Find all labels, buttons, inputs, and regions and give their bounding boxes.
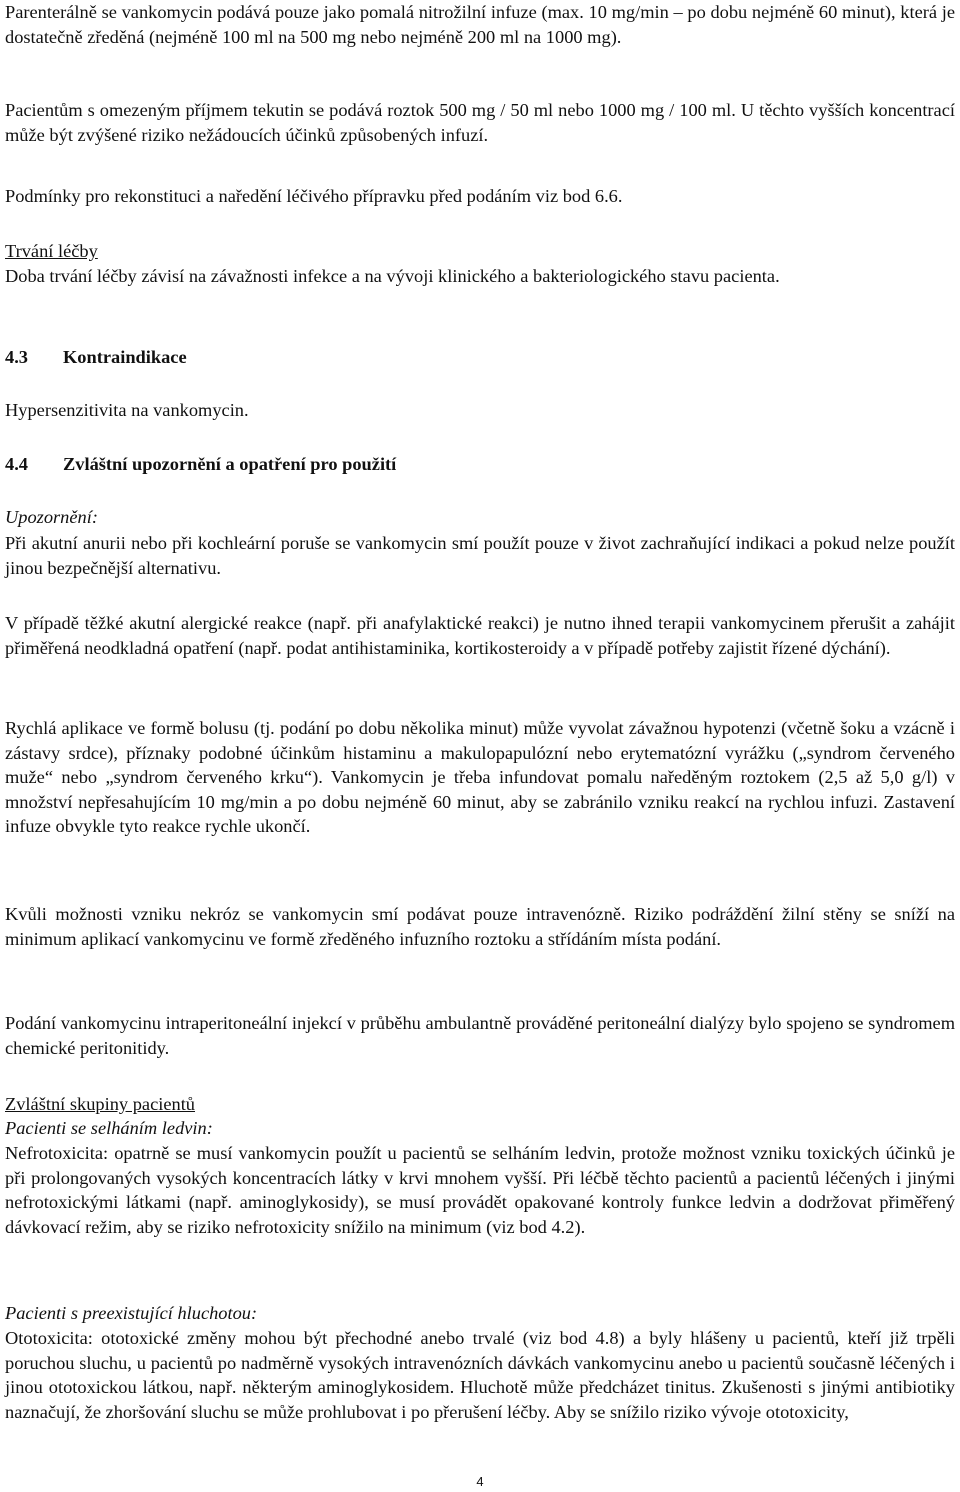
page-number: 4 bbox=[476, 1474, 484, 1489]
paragraph-ototoxicity: Ototoxicita: ototoxické změny mohou být přechodné anebo trvalé (viz bod 4.8) a byly hlášeny u pacientů, kteří již trpěli poruchou sluchu, u pacientů po nadměrně vysokých intravenózních dávkách vankomycinu anebo u pacientů současně léčených i jinou ototoxickou látkou, např. některým aminoglykosidem. Hluchotě může předcházet tinitus. Zkušenosti s jinými antibiotiky naznačují, že zhoršování sluchu se může prohlubovat i po přerušení léčby. Aby se snížilo riziko vývoje ototoxicity, bbox=[5, 1328, 955, 1422]
paragraph-allergic-reaction: V případě těžké akutní alergické reakce (např. při anafylaktické reakci) je nutno ihned terapii vankomycinem přerušit a zahájit přiměřená neodkladná opatření (např. podat antihistaminika, kortikosteroidy a v případě potřeby zajistit řízené dýchání). bbox=[5, 613, 955, 658]
section-title: Zvláštní upozornění a opatření pro použití bbox=[63, 454, 397, 474]
paragraph-reconstitution: Podmínky pro rekonstituci a naředění léčivého přípravku před podáním viz bod 6.6. bbox=[5, 186, 623, 206]
paragraph-treatment-duration: Doba trvání léčby závisí na závažnosti infekce a na vývoji klinického a bakteriologického stavu pacienta. bbox=[5, 266, 780, 286]
heading-hearing-loss: Pacienti s preexistující hluchotou: bbox=[5, 1303, 258, 1323]
section-heading-4-3 bbox=[5, 345, 187, 370]
paragraph-fluid-restriction: Pacientům s omezeným příjmem tekutin se podává roztok 500 mg / 50 ml nebo 1000 mg / 100 ml. U těchto vyšších koncentrací může být zvýšené riziko nežádoucích účinků způsobených infuzí. bbox=[5, 100, 955, 145]
heading-treatment-duration: Trvání léčby bbox=[5, 241, 98, 261]
paragraph-infusion-rate: Parenterálně se vankomycin podává pouze jako pomalá nitrožilní infuze (max. 10 mg/min – po dobu nejméně 60 minut), která je dostatečně zředěná (nejméně 100 ml na 500 mg nebo nejméně 200 ml na 1000 mg). bbox=[5, 2, 955, 47]
heading-warning: Upozornění: bbox=[5, 507, 98, 527]
section-number: 4.4 bbox=[5, 454, 28, 474]
paragraph-contraindication: Hypersenzitivita na vankomycin. bbox=[5, 400, 249, 420]
paragraph-nephrotoxicity: Nefrotoxicita: opatrně se musí vankomycin použít u pacientů se selháním ledvin, protože možnost vzniku toxických účinků je při prolongovaných vysokých koncentracích látky v krvi mnohem vyšší. Při léčbě těchto pacientů a pacientů léčených i jinými nefrotoxickými látkami (např. aminoglykosidy), se musí provádět opakované kontroly funkce ledvin a dodržovat přiměřený dávkovací režim, aby se riziko nefrotoxicity snížilo na minimum (viz bod 4.2). bbox=[5, 1143, 955, 1237]
paragraph-peritonitis: Podání vankomycinu intraperitoneální injekcí v průběhu ambulantně prováděné peritoneální dialýzy bylo spojeno se syndromem chemické peritonitidy. bbox=[5, 1013, 955, 1058]
paragraph-necrosis: Kvůli možnosti vzniku nekróz se vankomycin smí podávat pouze intravenózně. Riziko podráždění žilní stěny se sníží na minimum aplikací vankomycinu ve formě zředěného infuzního roztoku a střídáním místa podání. bbox=[5, 904, 955, 949]
paragraph-bolus: Rychlá aplikace ve formě bolusu (tj. podání po dobu několika minut) může vyvolat závažnou hypotenzi (včetně šoku a vzácně i zástavy srdce), příznaky podobné účinkům histaminu a makulopapulózní nebo erytematózní vyrážku („syndrom červeného muže“ nebo „syndrom červeného krku“). Vankomycin je třeba infundovat pomalu naředěným roztokem (2,5 až 5,0 g/l) v množství nepřesahujícím 10 mg/min a po dobu nejméně 60 minut, aby se zabránilo vzniku reakcí na rychlou infuzi. Zastavení infuze obvykle tyto reakce rychle ukončí. bbox=[5, 718, 955, 836]
heading-special-groups: Zvláštní skupiny pacientů bbox=[5, 1094, 196, 1114]
paragraph-anuria: Při akutní anurii nebo při kochleární poruše se vankomycin smí použít pouze v život zachraňující indikaci a pokud nelze použít jinou bezpečnější alternativu. bbox=[5, 533, 955, 578]
section-title: Kontraindikace bbox=[63, 347, 187, 367]
section-heading-4-4 bbox=[5, 452, 396, 477]
heading-renal-failure: Pacienti se selháním ledvin: bbox=[5, 1118, 213, 1138]
section-number: 4.3 bbox=[5, 347, 28, 367]
